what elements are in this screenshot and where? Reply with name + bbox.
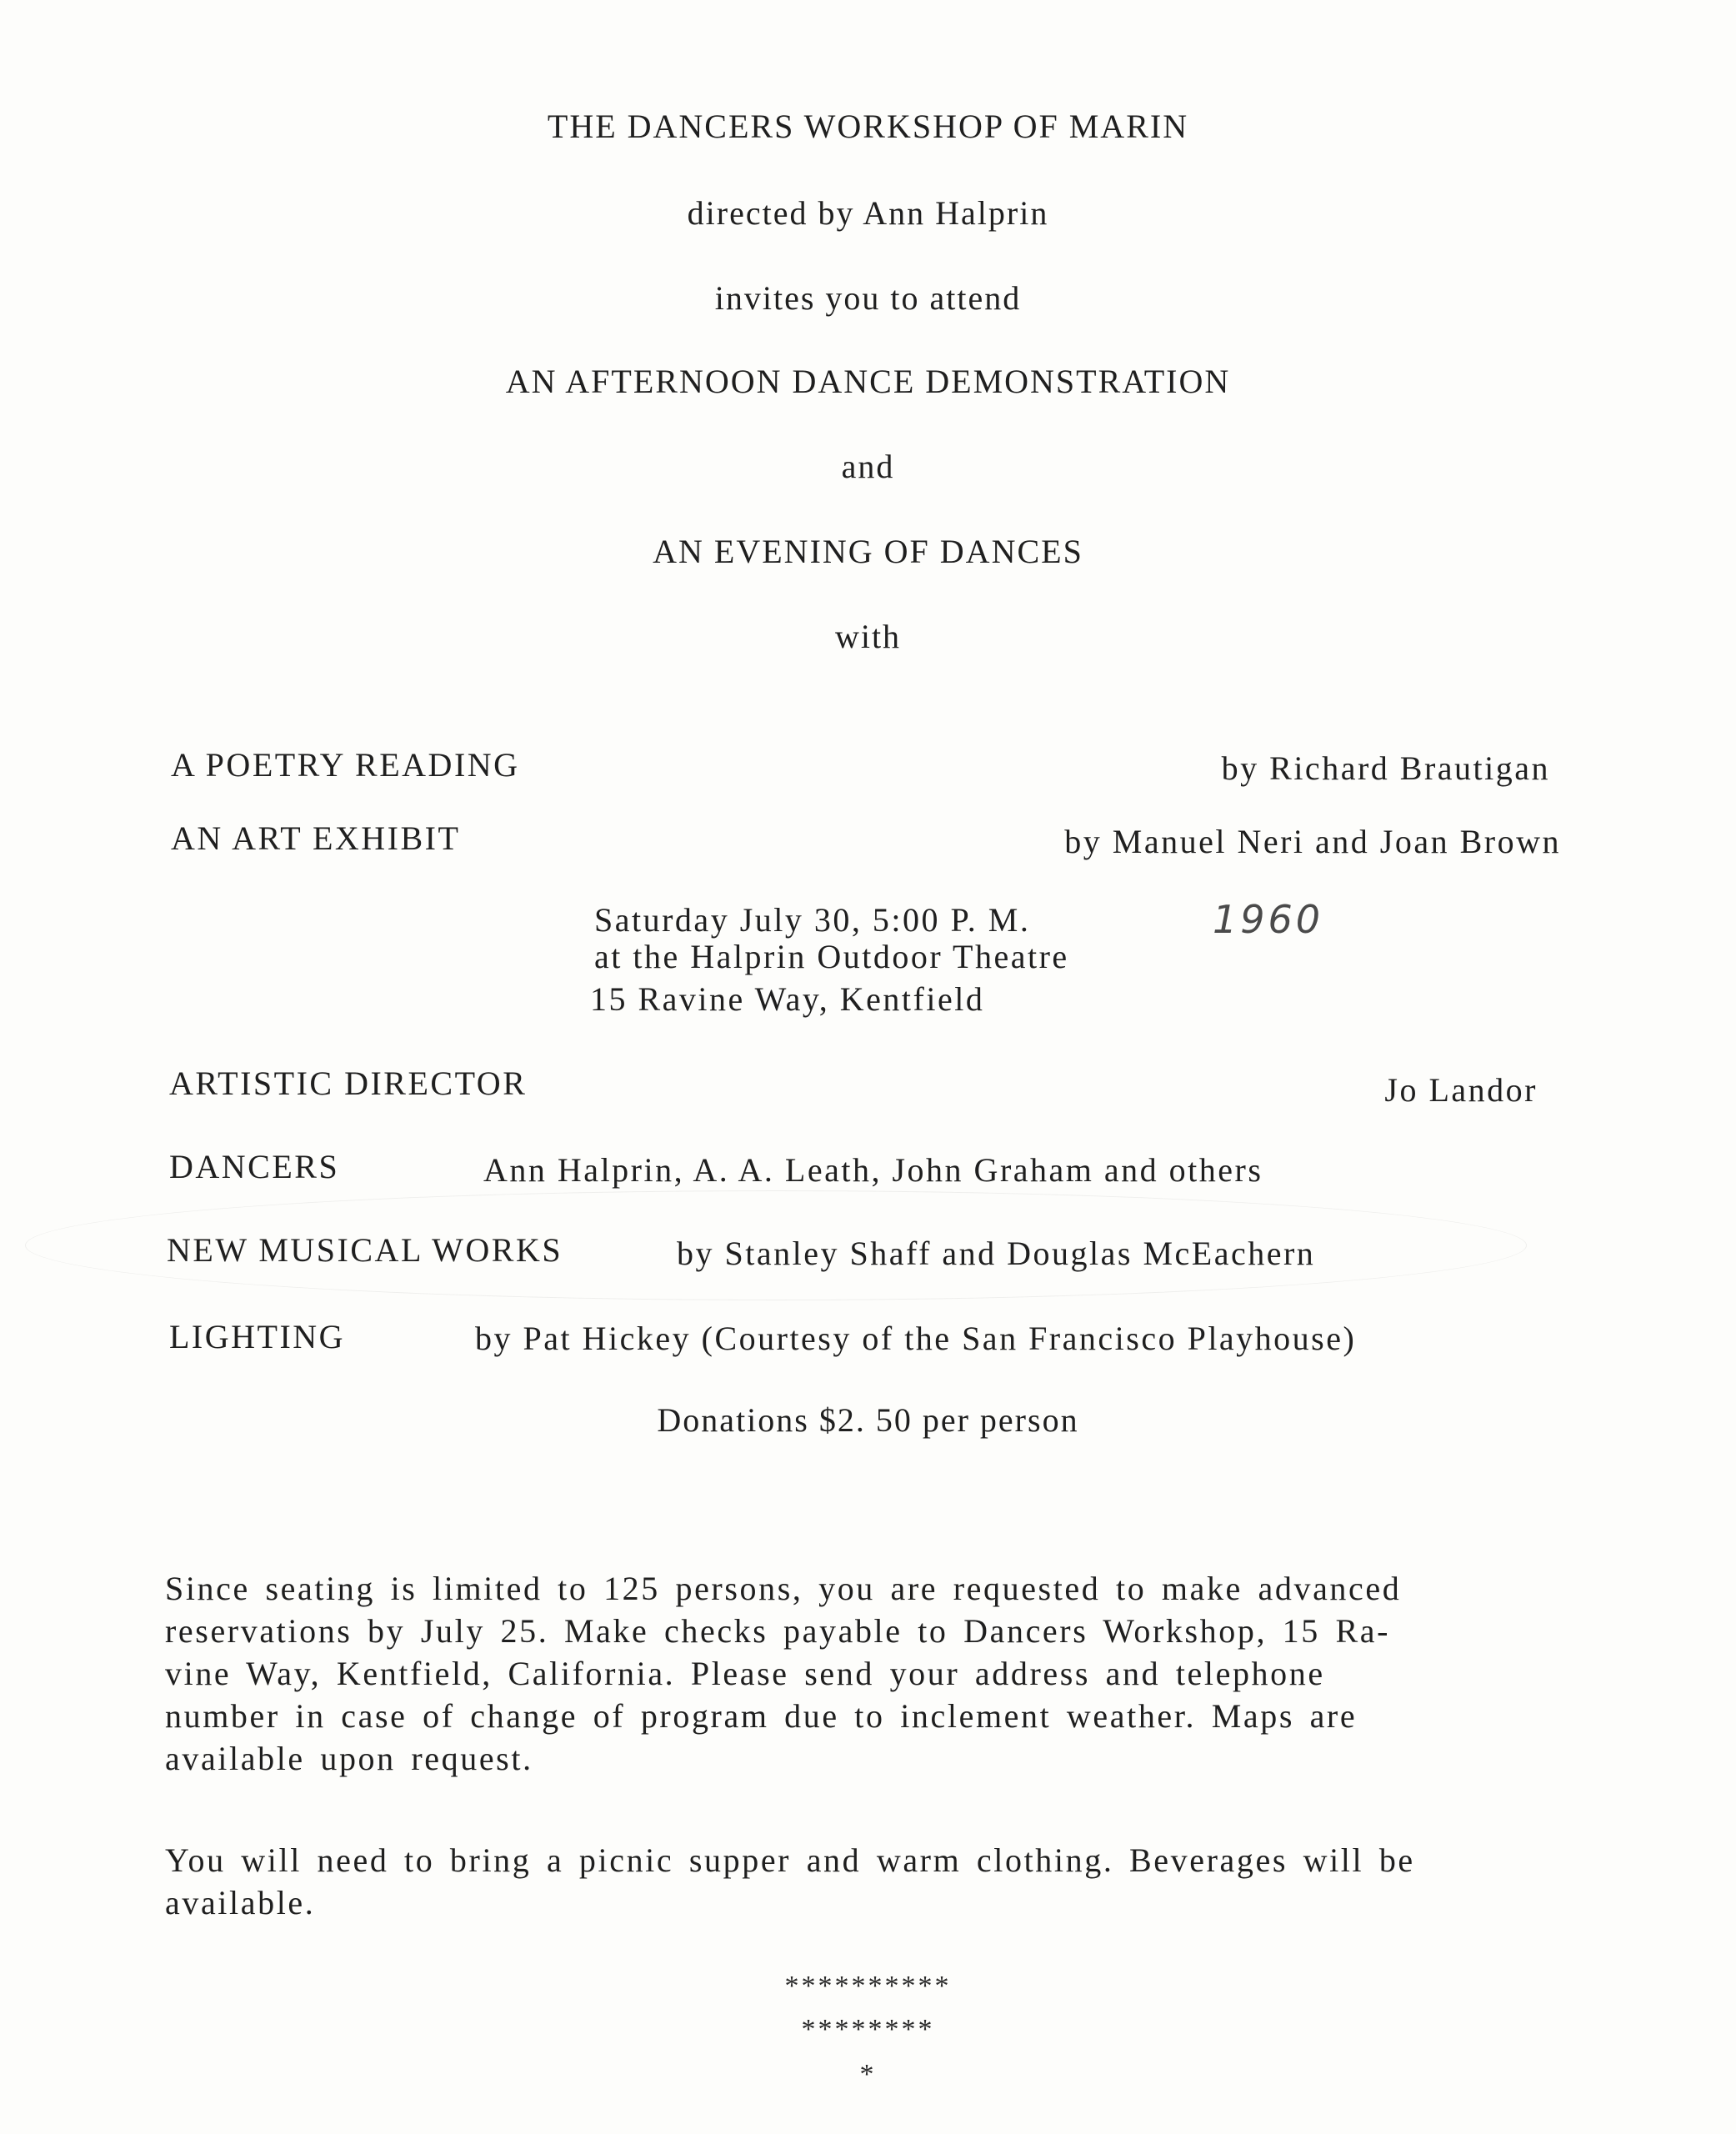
event-evening: AN EVENING OF DANCES [653,533,1083,570]
event-address: 15 Ravine Way, Kentfield [590,980,985,1018]
music-label: NEW MUSICAL WORKS [167,1231,563,1269]
lighting-label: LIGHTING [169,1318,346,1355]
directed-by: directed by Ann Halprin [687,194,1049,232]
star-row-1: ********** [784,1971,952,2001]
music-composers: by Stanley Shaff and Douglas McEachern [677,1235,1316,1272]
feature-label-art: AN ART EXHIBIT [171,819,461,857]
star-row-2: ******** [801,2014,935,2045]
paragraph-line: reservations by July 25. Make checks payable to Dancers Workshop, 15 Ra- [165,1612,1391,1650]
conjunction-with: with [834,618,902,655]
artistic-director-label: ARTISTIC DIRECTOR [169,1064,528,1102]
paragraph-line: number in case of change of program due to inclement weather. Maps are [165,1697,1358,1735]
event-place: at the Halprin Outdoor Theatre [594,938,1069,975]
dancers-names: Ann Halprin, A. A. Leath, John Graham and others [483,1151,1263,1189]
picnic-paragraph [165,1839,1615,1924]
paragraph-line: available. [165,1884,316,1921]
event-afternoon: AN AFTERNOON DANCE DEMONSTRATION [505,363,1231,400]
org-title: THE DANCERS WORKSHOP OF MARIN [547,108,1189,145]
invitation-line: invites you to attend [714,279,1022,317]
paragraph-line: vine Way, Kentfield, California. Please send your address and telephone [165,1655,1325,1692]
dancers-label: DANCERS [169,1148,340,1185]
paragraph-line: You will need to bring a picnic supper and warm clothing. Beverages will be [165,1841,1415,1879]
feature-label-poetry: A POETRY READING [171,746,520,784]
conjunction-and: and [841,448,895,485]
handwritten-year: 1960 [1213,897,1324,942]
event-date: Saturday July 30, 5:00 P. M. [594,901,1031,939]
star-row-3: * [859,2059,877,2090]
paragraph-line: available upon request. [165,1740,533,1777]
feature-by-poetry: by Richard Brautigan [1221,749,1550,787]
feature-by-art: by Manuel Neri and Joan Brown [1064,823,1561,860]
reservation-paragraph [165,1567,1615,1780]
lighting-credit: by Pat Hickey (Courtesy of the San Francisco Playhouse) [475,1320,1357,1357]
donations: Donations $2. 50 per person [657,1401,1079,1439]
paragraph-line: Since seating is limited to 125 persons, you are requested to make advanced [165,1570,1402,1607]
artistic-director-name: Jo Landor [1384,1071,1538,1109]
